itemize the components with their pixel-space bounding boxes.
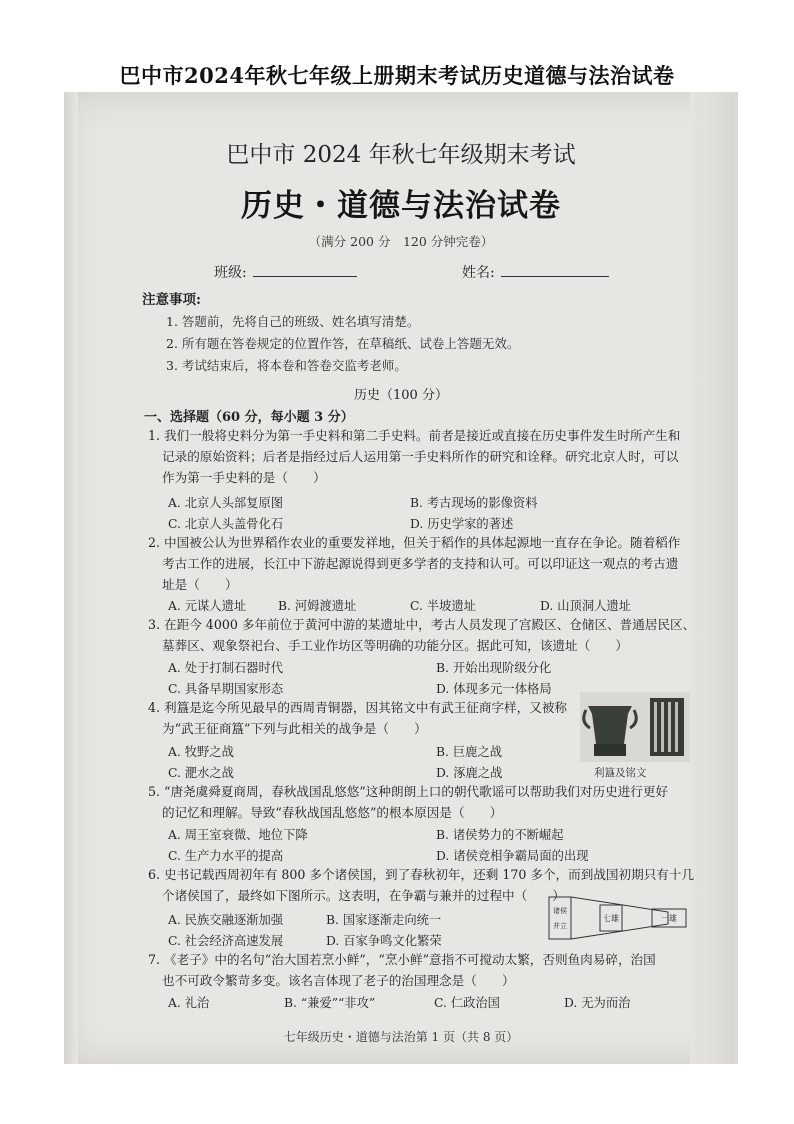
- option-d[interactable]: D. 山顶洞人遗址: [540, 599, 632, 613]
- question-line: 1. 我们一般将史料分为第一手史料和第二手史料。前者是接近或直接在历史事件发生时所产生和: [148, 428, 681, 443]
- option-d[interactable]: D. 诸侯竞相争霸局面的出现: [436, 849, 589, 863]
- option-a[interactable]: A. 礼治: [168, 996, 210, 1010]
- document-title: 巴中市2024年秋七年级上册期末考试历史道德与法治试卷: [119, 63, 675, 88]
- question-line: 为“武王征商簋”下列与此相关的战争是（ ）: [162, 721, 427, 736]
- question-line: 墓葬区、观象祭祀台、手工业作坊区等明确的功能分区。据此可知，该遗址（ ）: [162, 638, 628, 653]
- diagram-middle-label: 七雄: [603, 914, 619, 923]
- name-label: 姓名:: [462, 265, 495, 281]
- name-field[interactable]: [462, 262, 609, 282]
- class-label: 班级:: [214, 265, 247, 281]
- figure-caption: 利簋及铭文: [594, 767, 647, 779]
- question-line: 个诸侯国了，最终如下图所示。这表明，在争霸与兼并的过程中（ ）: [162, 888, 565, 903]
- li-gui-bronze-image: [580, 692, 690, 762]
- question-line: 记录的原始资料；后者是指经过后人运用第一手史料所作的研究和诠释。研究北京人时，可以: [162, 449, 679, 464]
- option-c[interactable]: C. 仁政治国: [434, 996, 500, 1010]
- option-a[interactable]: A. 牧野之战: [168, 745, 234, 759]
- option-d[interactable]: D. 体现多元一体格局: [436, 682, 552, 696]
- question-line: 7. 《老子》中的名句“治大国若烹小鲜”，“烹小鲜”意指不可搅动太繁，否则鱼肉易碎，治国: [148, 952, 656, 967]
- page-footer: 七年级历史・道德与法治第 1 页（共 8 页）: [283, 1030, 519, 1044]
- question-line: 2. 中国被公认为世界稻作农业的重要发祥地，但关于稻作的具体起源地一直存在争论。随着稻作: [148, 535, 681, 550]
- option-a[interactable]: A. 处于打制石器时代: [168, 661, 284, 675]
- paper-title: 历史・道德与法治试卷: [241, 188, 561, 224]
- option-c[interactable]: C. 社会经济高速发展: [168, 934, 284, 948]
- name-blank[interactable]: [501, 264, 609, 277]
- diagram-left-label-1: 诸侯: [553, 907, 567, 915]
- option-b[interactable]: B. 开始出现阶级分化: [436, 661, 552, 675]
- notice-item: 1. 答题前，先将自己的班级、姓名填写清楚。: [166, 314, 420, 329]
- option-d[interactable]: D. 历史学家的著述: [410, 517, 514, 531]
- option-b[interactable]: B. 国家逐渐走向统一: [326, 913, 442, 927]
- option-d[interactable]: D. 无为而治: [564, 996, 631, 1010]
- option-a[interactable]: A. 元谋人遗址: [168, 599, 247, 613]
- option-c[interactable]: C. 生产力水平的提高: [168, 849, 284, 863]
- question-line: 3. 在距今 4000 多年前位于黄河中游的某遗址中，考古人员发现了宫殿区、仓储区、普通居民区、: [148, 617, 696, 632]
- diagram-right-label: 一雄: [661, 914, 677, 923]
- question-line: 也不可政令繁苛多变。该名言体现了老子的治国理念是（ ）: [162, 973, 515, 988]
- option-b[interactable]: B. “兼爱”“非攻”: [284, 996, 376, 1010]
- option-c[interactable]: C. 半坡遗址: [410, 599, 476, 613]
- exam-paper-photo: [64, 92, 738, 1064]
- part-heading: 一、选择题（60 分，每小题 3 分）: [144, 410, 354, 425]
- question-line: 4. 利簋是迄今所见最早的西周青铜器，因其铭文中有武王征商字样，又被称: [148, 700, 568, 715]
- class-blank[interactable]: [253, 264, 357, 277]
- option-c[interactable]: C. 具备早期国家形态: [168, 682, 284, 696]
- state-merger-diagram: [548, 896, 688, 940]
- question-line: 址是（ ）: [162, 577, 238, 592]
- exam-page: [64, 92, 738, 1064]
- question-line: 考古工作的进展，长江中下游起源说得到更多学者的支持和认可。可以印证这一观点的考古遗: [162, 556, 679, 571]
- option-b[interactable]: B. 诸侯势力的不断崛起: [436, 828, 564, 842]
- exam-title: 巴中市 2024 年秋七年级期末考试: [226, 142, 576, 168]
- option-a[interactable]: A. 北京人头部复原图: [168, 496, 284, 510]
- diagram-left-label-2: 并立: [553, 922, 567, 930]
- option-d[interactable]: D. 涿鹿之战: [436, 766, 503, 780]
- option-b[interactable]: B. 河姆渡遗址: [278, 599, 357, 613]
- question-line: 的记忆和理解。导致“春秋战国乱悠悠”的根本原因是（ ）: [162, 805, 503, 820]
- option-b[interactable]: B. 巨鹿之战: [436, 745, 503, 759]
- question-line: 作为第一手史料的是（ ）: [162, 470, 326, 485]
- notice-item: 2. 所有题在答卷规定的位置作答，在草稿纸、试卷上答题无效。: [166, 336, 520, 351]
- option-d[interactable]: D. 百家争鸣文化繁荣: [326, 934, 442, 948]
- class-field[interactable]: [214, 262, 357, 282]
- option-c[interactable]: C. 淝水之战: [168, 766, 234, 780]
- option-b[interactable]: B. 考古现场的影像资料: [410, 496, 538, 510]
- score-note: （满分 200 分 120 分钟完卷）: [308, 234, 494, 249]
- notice-heading: 注意事项:: [142, 292, 201, 308]
- option-a[interactable]: A. 周王室衰微、地位下降: [168, 828, 308, 842]
- option-c[interactable]: C. 北京人头盖骨化石: [168, 517, 284, 531]
- question-line: 6. 史书记载西周初年有 800 多个诸侯国，到了春秋初年，还剩 170 多个，而到战国初期只有十几: [148, 867, 695, 882]
- question-line: 5. “唐尧虞舜夏商周，春秋战国乱悠悠”这种朗朗上口的朝代歌谣可以帮助我们对历史进行更好: [148, 784, 669, 799]
- option-a[interactable]: A. 民族交融逐渐加强: [168, 913, 284, 927]
- notice-item: 3. 考试结束后，将本卷和答卷交监考老师。: [166, 358, 407, 373]
- section-heading: 历史（100 分）: [354, 388, 448, 403]
